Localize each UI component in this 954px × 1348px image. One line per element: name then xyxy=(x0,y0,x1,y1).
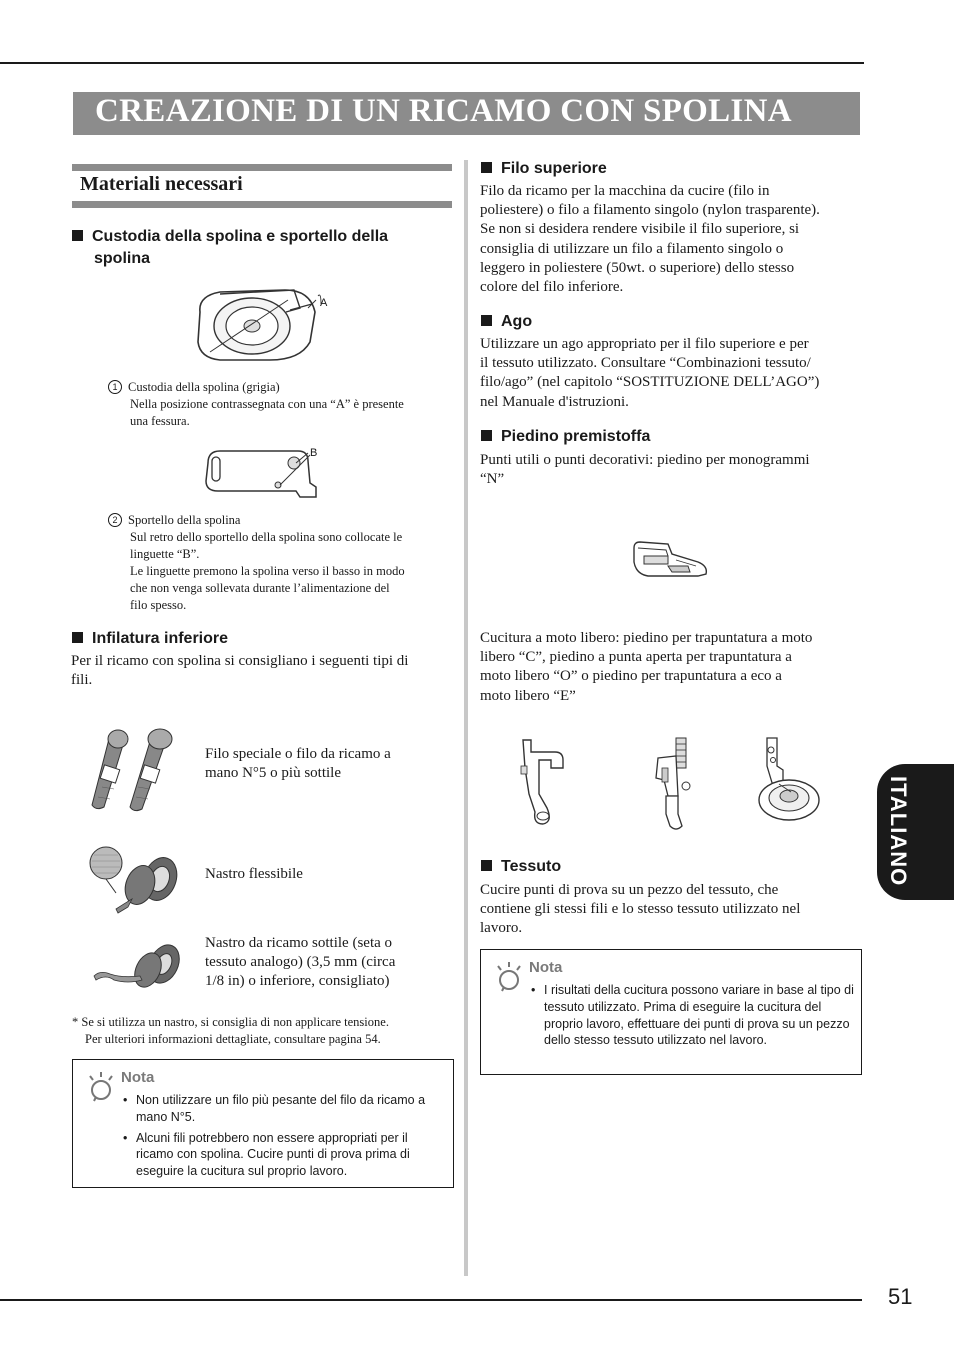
embroidery-floss-illustration xyxy=(90,727,185,815)
note-box-threads xyxy=(72,1059,454,1188)
free-motion-quilting-foot-c-illustration xyxy=(515,738,567,828)
echo-quilting-foot-e-illustration xyxy=(755,736,821,826)
upper-thread-text: Filo da ricamo per la macchina da cucire (filo in poliestere) o filo a filamento singolo (nylon trasparente). Se non si desidera rendere visibile il filo superiore, si consiglia di utilizzare un filo a filamento singolo o leggero in poliestere (50wt. o superiore) dello stesso colore del filo inferiore. xyxy=(480,183,820,296)
note-icon xyxy=(493,960,525,992)
caption-bobbin-case: 1 Custodia della spolina (grigia) Nella posizione contrassegnata con una “A” è presente una fessura. xyxy=(108,379,453,430)
caption-bobbin-cover: 2 Sportello della spolina Sul retro dello sportello della spolina sono collocate le linguette “B”. Le linguette premono la spolina verso il basso in modo che non venga sollevata durante l’alimentazione del filo spesso. xyxy=(108,512,458,614)
presser-foot-text: Punti utili o punti decorativi: piedino per monogrammi “N” xyxy=(480,452,810,488)
bobbin-thread-text: Per il ricamo con spolina si consigliano i seguenti tipi di fili. xyxy=(71,653,409,689)
thin-ribbon-illustration xyxy=(92,940,184,992)
language-tab-label: ITALIANO xyxy=(886,776,911,887)
section-title: Materiali necessari xyxy=(80,173,243,195)
bobbin-cover-illustration xyxy=(200,443,325,505)
note-icon xyxy=(85,1070,117,1102)
footnote: * Se si utilizza un nastro, si consiglia di non applicare tensione. Per ulteriori informazioni dettagliate, consultare pagina 54. xyxy=(72,1015,389,1046)
note-item: • Non utilizzare un filo più pesante del filo da ricamo a mano N°5. xyxy=(121,1092,447,1126)
fabric-text: Cucire punti di prova su un pezzo del tessuto, che contiene gli stessi fili e lo stesso tessuto utilizzato nel lavoro. xyxy=(480,882,801,937)
note-box-fabric xyxy=(480,949,862,1075)
bobbin-case-illustration xyxy=(190,282,340,367)
presser-foot-heading: Piedino premistoffa xyxy=(481,426,650,448)
page-title: CREAZIONE DI UN RICAMO CON SPOLINA xyxy=(95,93,792,129)
monogram-foot-illustration xyxy=(628,540,712,582)
bobbin-thread-heading: Infilatura inferiore xyxy=(72,628,228,650)
column-divider xyxy=(464,160,468,1276)
label-a: A xyxy=(320,297,328,309)
page-number: 51 xyxy=(888,1284,913,1309)
note-list xyxy=(121,1092,447,1184)
item-ribbon-text: Nastro flessibile xyxy=(205,866,303,882)
flexible-ribbon-illustration xyxy=(88,843,183,915)
open-toe-quilting-foot-o-illustration xyxy=(648,736,696,834)
needle-text: Utilizzare un ago appropriato per il filo superiore e per il tessuto utilizzato. Consultare “Combinazioni tessuto/ filo/ago” (nel capitolo “SOSTITUZIONE DELL’AGO”) nel Manuale d'istruzioni. xyxy=(480,336,820,410)
item-floss-text: Filo speciale o filo da ricamo a mano N°5 o più sottile xyxy=(205,746,391,782)
upper-thread-heading: Filo superiore xyxy=(481,158,607,180)
bottom-rule xyxy=(0,1299,862,1301)
item-thin-ribbon-text: Nastro da ricamo sottile (seta o tessuto analogo) (3,5 mm (circa 1/8 in) o inferiore, consigliato) xyxy=(205,935,396,990)
label-b: B xyxy=(310,447,318,459)
free-motion-text: Cucitura a moto libero: piedino per trapuntatura a moto libero “C”, piedino a punta aperta per trapuntatura a moto libero “O” o piedino per trapuntatura a eco a moto libero “E” xyxy=(480,630,813,704)
note-list xyxy=(529,982,855,1053)
note-title: Nota xyxy=(529,959,563,976)
top-rule xyxy=(0,62,864,64)
fabric-heading: Tessuto xyxy=(481,856,561,878)
bobbin-case-heading: Custodia della spolina e sportello della spolina xyxy=(72,226,452,270)
note-item: • I risultati della cucitura possono variare in base al tipo di tessuto utilizzato. Prima di eseguire la cucitura del proprio lavoro, effettuare dei punti di prova su un pezzo dello stesso tessuto utilizzato nel lavoro. xyxy=(529,982,855,1049)
note-title: Nota xyxy=(121,1069,155,1086)
note-item: • Alcuni fili potrebbero non essere appropriati per il ricamo con spolina. Cucire punti di prova prima di eseguire la cucitura sul proprio lavoro. xyxy=(121,1130,447,1180)
needle-heading: Ago xyxy=(481,311,532,333)
section-header xyxy=(72,164,452,210)
